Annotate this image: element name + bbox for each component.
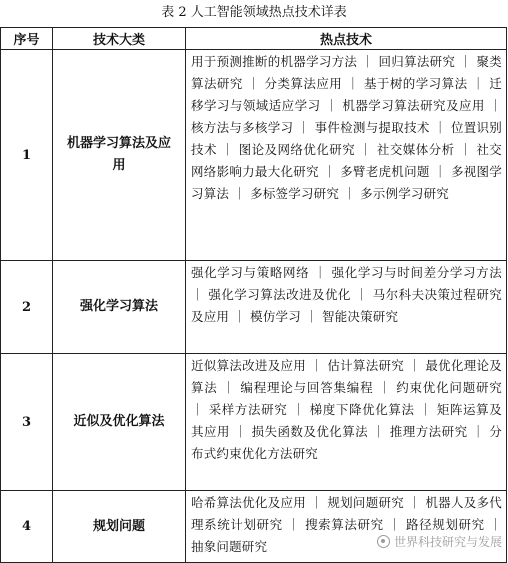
header-hot-technologies: 热点技术 [186,28,507,50]
table-row [1,261,507,354]
row-serial-number: 3 [1,354,53,491]
row-hot-technologies: 强化学习与策略网络 ｜ 强化学习与时间差分学习方法 ｜ 强化学习算法改进及优化 ｜ 马尔科夫决策过程研究及应用 ｜ 模仿学习 ｜ 智能决策研究 [186,261,507,354]
row-hot-technologies: 用于预测推断的机器学习方法 ｜ 回归算法研究 ｜ 聚类算法研究 ｜ 分类算法应用 ｜ 基于树的学习算法 ｜ 迁移学习与领域适应学习 ｜ 机器学习算法研究及应用 ｜ 核方法与多核学习 ｜ 事件检测与提取技术 ｜ 位置识别技术 ｜ 图论及网络优化研究 ｜ 社交媒体分析 ｜ 社交网络影响力最大化研究 ｜ 多臂老虎机问题 ｜ 多视图学习算法 ｜ 多标签学习研究 ｜ 多示例学习研究 [186,50,507,261]
row-serial-number: 1 [1,50,53,261]
row-hot-technologies: 近似算法改进及应用 ｜ 估计算法研究 ｜ 最优化理论及算法 ｜ 编程理论与回答集编程 ｜ 约束优化问题研究 ｜ 采样方法研究 ｜ 梯度下降优化算法 ｜ 矩阵运算及其应用 ｜ 损失函数及优化算法 ｜ 推理方法研究 ｜ 分布式约束优化方法研究 [186,354,507,491]
hot-technology-table-container [0,27,507,563]
table-row [1,50,507,261]
row-hot-technologies: 哈希算法优化及应用 ｜ 规划问题研究 ｜ 机器人及多代理系统计划研究 ｜ 搜索算法研究 ｜ 路径规划研究 ｜ 抽象问题研究 [186,491,507,563]
row-serial-number: 4 [1,491,53,563]
table-row [1,354,507,491]
wechat-logo-icon [377,535,390,548]
table-row [1,491,507,563]
row-technology-category: 近似及优化算法 [53,354,186,491]
source-watermark [377,533,502,550]
table-header-row [1,28,507,50]
hot-technology-table [0,27,507,563]
row-technology-category: 强化学习算法 [53,261,186,354]
row-technology-category: 机器学习算法及应用 [53,50,186,261]
header-technology-category: 技术大类 [53,28,186,50]
row-serial-number: 2 [1,261,53,354]
row-technology-category: 规划问题 [53,491,186,563]
header-serial-number: 序号 [1,28,53,50]
watermark-text: 世界科技研究与发展 [393,535,502,549]
table-caption: 表 2 人工智能领域热点技术详表 [161,5,347,20]
